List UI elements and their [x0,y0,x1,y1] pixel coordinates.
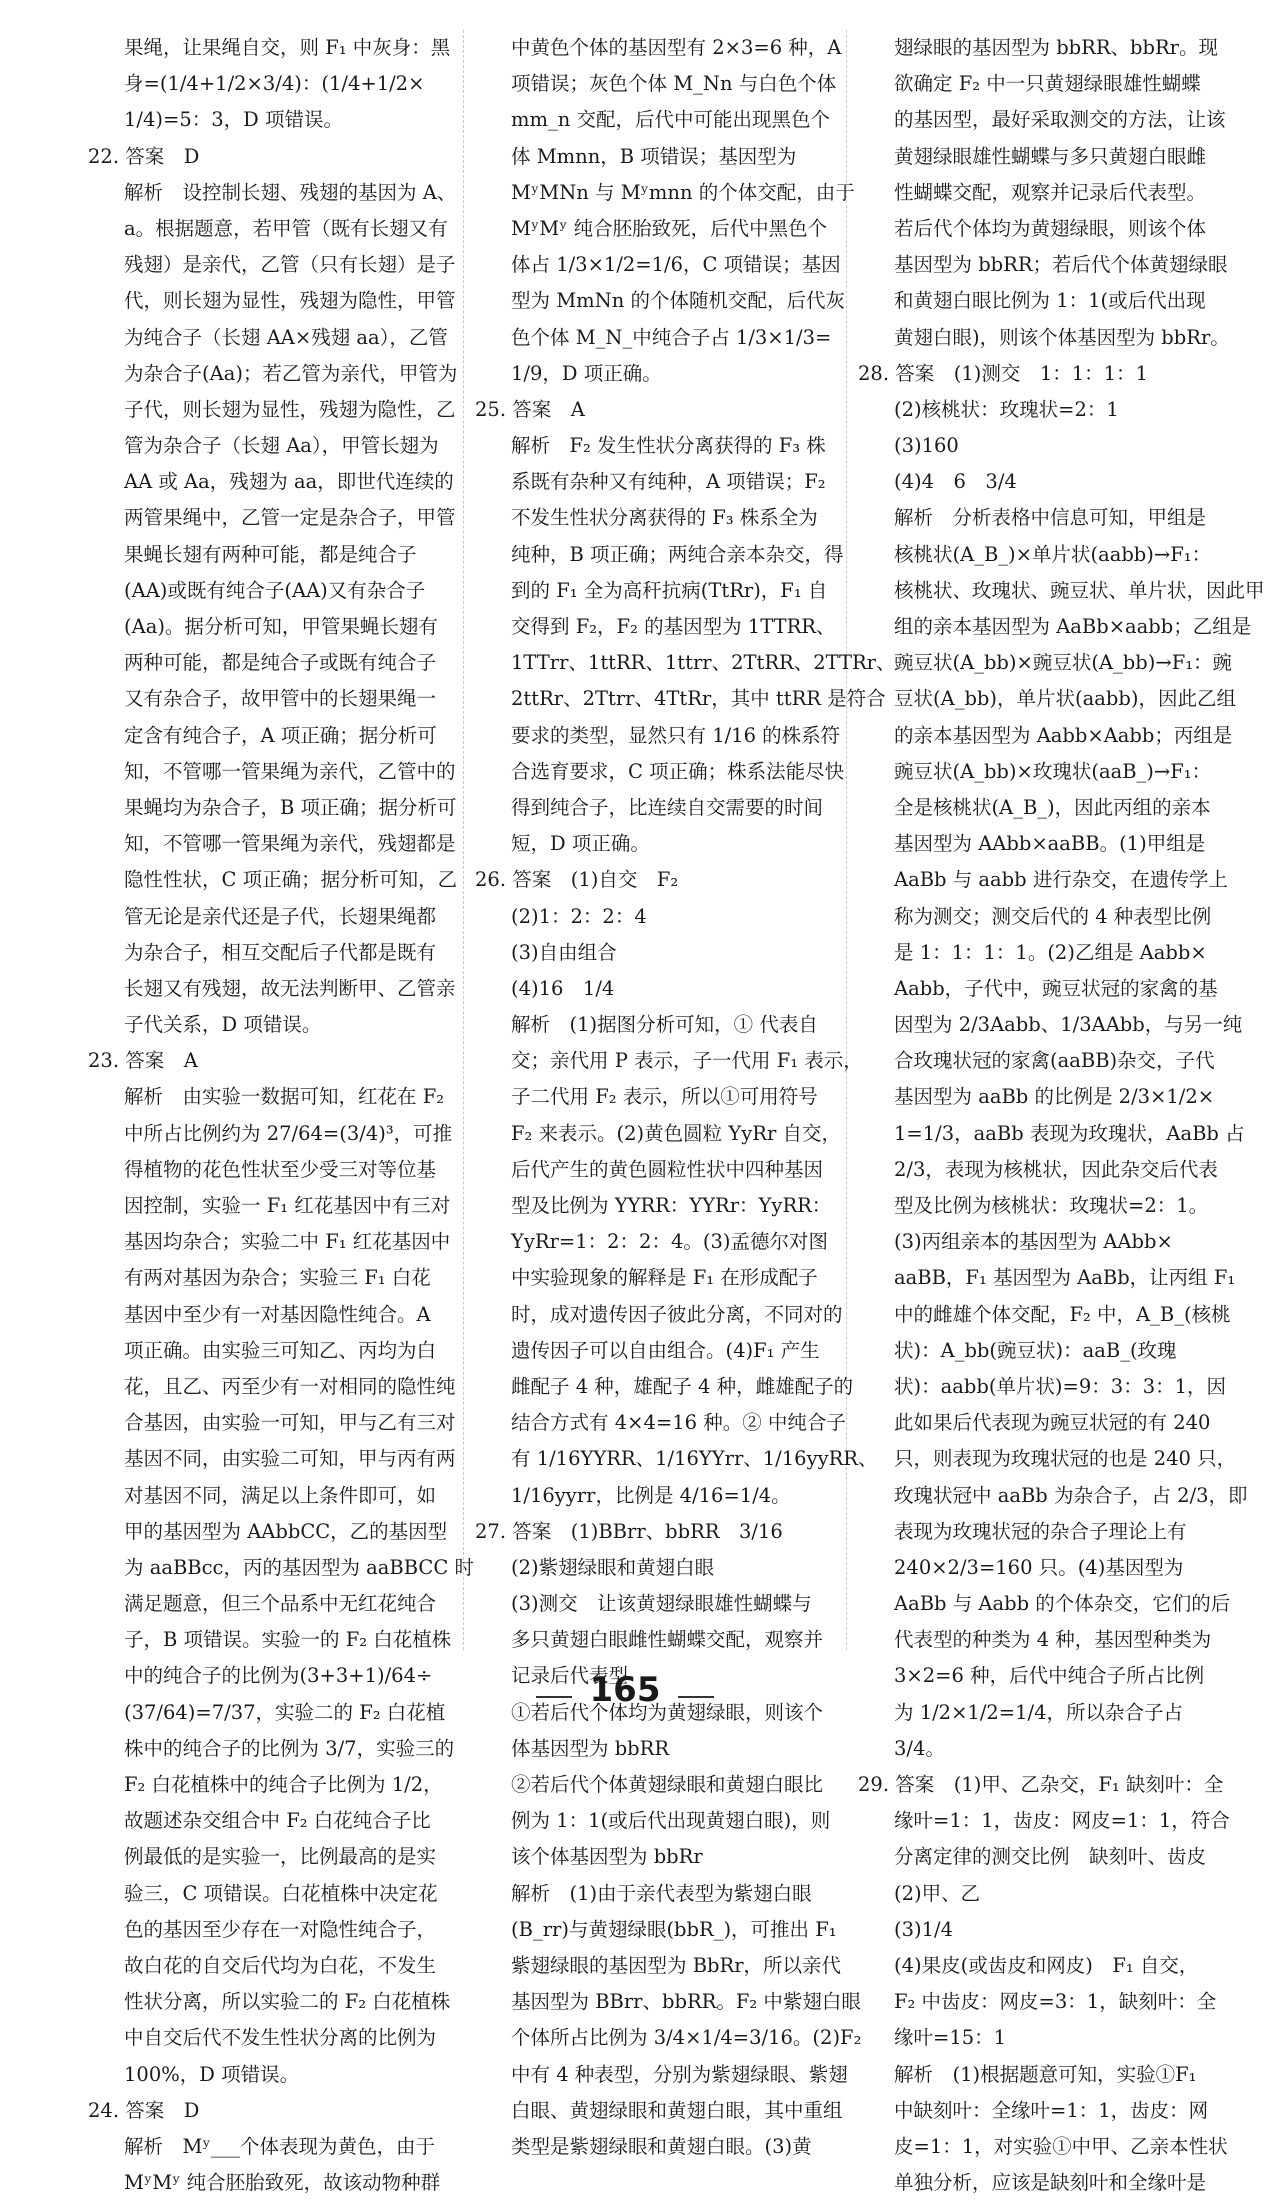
text-line: 合选育要求，C 项正确；株系法能尽快 [511,759,845,783]
text-line: 知，不管哪一管果绳为亲代，残翅都是 [124,832,456,856]
text-line: (3)1/4 [894,1917,954,1941]
text-line: 性状分离，所以实验二的 F₂ 白花植株 [124,1990,451,2014]
text-line: 例为 1：1(或后代出现黄翅白眼)，则 [511,1809,831,1833]
text-line: 子，B 项错误。实验一的 F₂ 白花植株 [124,1628,452,1652]
text-line: 此如果后代表现为豌豆状冠的有 240 [894,1411,1211,1435]
text-line: 交；亲代用 P 表示，子一代用 F₁ 表示， [511,1049,863,1073]
text-line: (2)1：2：2：4 [511,904,647,928]
text-line: 遗传因子可以自由组合。(4)F₁ 产生 [511,1338,820,1362]
text-line: 纯种，B 项正确；两纯合亲本杂交，得 [511,542,844,566]
footer-dash-right [678,1696,714,1698]
text-line: 单独分析，应该是缺刻叶和全缘叶是 [894,2171,1207,2195]
text-line: mm_n 交配，后代中可能出现黑色个 [511,108,830,132]
text-line: 若后代个体均为黄翅绿眼，则该个体 [894,216,1207,240]
text-line: 中自交后代不发生性状分离的比例为 [124,2026,437,2050]
text-line: 甲的基因型为 AAbbCC，乙的基因型 [124,1519,448,1543]
text-line: 29. 答案 (1)甲、乙杂交，F₁ 缺刻叶：全 [858,1773,1224,1796]
text-line: MʸMʸ 纯合胚胎致死，后代中黑色个 [511,216,828,240]
text-line: 全是核桃状(A_B_)，因此丙组的亲本 [894,795,1211,819]
text-line: 例最低的是实验一，比例最高的是实 [124,1845,437,1869]
text-line: 到的 F₁ 全为高秆抗病(TtRr)，F₁ 自 [511,578,828,602]
text-line: 1/4)=5：3，D 项错误。 [124,108,343,132]
text-line: 结合方式有 4×4=16 种。② 中纯合子 [511,1411,846,1435]
text-line: 核桃状、玫瑰状、豌豆状、单片状，因此甲 [894,578,1265,602]
text-line: 身=(1/4+1/2×3/4)：(1/4+1/2× [124,72,425,96]
text-line: 雌配子 4 种，雄配子 4 种，雌雄配子的 [511,1374,854,1398]
text-line: 1/16yyrr，比例是 4/16=1/4。 [511,1483,791,1507]
text-line: 3×2=6 种，后代中纯合子所占比例 [894,1664,1205,1688]
text-line: 翅绿眼的基因型为 bbRR、bbRr。现 [894,36,1218,59]
text-line: 基因均杂合；实验二中 F₁ 红花基因中 [124,1230,451,1254]
text-line: 240×2/3=160 只。(4)基因型为 [894,1555,1184,1579]
text-line: AA 或 Aa，残翅为 aa，即世代连续的 [124,470,454,494]
text-line: 代表型的种类为 4 种，基因型种类为 [894,1628,1212,1652]
text-line: 型及比例为 YYRR：YYRr：YyRR： [511,1194,832,1217]
text-line: 和黄翅白眼比例为 1：1(或后代出现 [894,289,1206,313]
text-line: 要求的类型，显然只有 1/16 的株系符 [511,723,841,747]
text-line: (3)测交 让该黄翅绿眼雄性蝴蝶与 [511,1592,812,1616]
text-line: a。根据题意，若甲管（既有长翅又有 [124,216,448,240]
text-line: 分离定律的测交比例 缺刻叶、齿皮 [894,1845,1207,1869]
text-line: Aabb，子代中，豌豆状冠的家禽的基 [894,976,1218,1000]
text-line: 果绳，让果绳自交，则 F₁ 中灰身：黑 [124,36,451,59]
text-line: 豌豆状(A_bb)×豌豆状(A_bb)→F₁：豌 [894,651,1233,675]
text-line: 基因不同，由实验二可知，甲与丙有两 [124,1447,456,1471]
text-line: 黄翅白眼)，则该个体基因型为 bbRr。 [894,325,1230,349]
text-line: 多只黄翅白眼雌性蝴蝶交配，观察并 [511,1628,824,1652]
text-line: 果蝇均为杂合子，B 项正确；据分析可 [124,795,457,819]
text-line: 解析 (1)据图分析可知，① 代表自 [511,1013,818,1037]
text-line: 2ttRr、2Ttrr、4TtRr，其中 ttRR 是符合 [511,687,886,711]
text-line: 管无论是亲代还是子代，长翅果绳都 [124,904,437,928]
text-line: 的亲本基因型为 Aabb×Aabb；丙组是 [894,723,1233,747]
text-line: 合基因，由实验一可知，甲与乙有三对 [124,1411,456,1435]
text-line: 解析 分析表格中信息可知，甲组是 [894,506,1207,530]
text-line: 知，不管哪一管果绳为亲代，乙管中的 [124,759,456,783]
text-line: 白眼、黄翅绿眼和黄翅白眼，其中重组 [511,2098,843,2122]
text-line: 型为 MmNn 的个体随机交配，后代灰 [511,289,845,313]
text-line: 子代关系，D 项错误。 [124,1013,322,1037]
text-line: 25. 答案 A [475,397,585,421]
text-line: 株中的纯合子的比例为 3/7，实验三的 [124,1736,455,1760]
text-line: 有 1/16YYRR、1/16YYrr、1/16yyRR、 [511,1447,878,1471]
text-line: 短，D 项正确。 [511,832,650,856]
text-line: MʸMʸ 纯合胚胎致死，故该动物种群 [124,2171,441,2195]
text-line: 记录后代表型 [511,1664,629,1688]
text-line: ①若后代个体均为黄翅绿眼，则该个 [511,1700,824,1724]
footer-dash-left [536,1696,572,1698]
text-line: 缘叶=1：1，齿皮：网皮=1：1，符合 [894,1809,1230,1833]
text-line: 色的基因至少存在一对隐性纯合子， [124,1917,437,1941]
text-line: 花，且乙、丙至少有一对相同的隐性纯 [124,1374,456,1398]
text-line: 两种可能，都是纯合子或既有纯合子 [124,651,437,675]
text-line: 1TTrr、1ttRR、1ttrr、2TtRR、2TTRr、 [511,651,896,675]
text-line: (3)丙组亲本的基因型为 AAbb× [894,1230,1173,1254]
text-line: 解析 F₂ 发生性状分离获得的 F₃ 株 [511,434,826,458]
text-line: 解析 由实验一数据可知，红花在 F₂ [124,1085,445,1109]
text-line: 子二代用 F₂ 表示，所以①可用符号 [511,1085,818,1109]
text-line: 项正确。由实验三可知乙、丙均为白 [124,1338,437,1362]
text-line: F₂ 中齿皮：网皮=3：1，缺刻叶：全 [894,1990,1217,2014]
text-line: 解析 设控制长翅、残翅的基因为 A、 [124,180,457,204]
text-line: 状)：A_bb(豌豆状)：aaB_(玫瑰 [894,1338,1177,1362]
text-line: AaBb 与 aabb 进行杂交，在遗传学上 [894,868,1228,892]
text-line: MʸMNn 与 Mʸmnn 的个体交配，由于 [511,180,855,204]
text-line: ②若后代个体黄翅绿眼和黄翅白眼比 [511,1773,824,1796]
text-line: 黄翅绿眼雄性蝴蝶与多只黄翅白眼雌 [894,144,1207,168]
text-line: 2/3，表现为核桃状，因此杂交后代表 [894,1157,1218,1181]
text-line: 26. 答案 (1)自交 F₂ [475,868,679,892]
text-line: 27. 答案 (1)BBrr、bbRR 3/16 [475,1519,783,1543]
text-line: 23. 答案 A [88,1049,198,1073]
text-line: 体占 1/3×1/2=1/6，C 项错误；基因 [511,253,841,277]
text-line: 不发生性状分离获得的 F₃ 株系全为 [511,506,818,530]
text-line: 的基因型，最好采取测交的方法，让该 [894,108,1226,132]
text-line: 果蝇长翅有两种可能，都是纯合子 [124,542,417,566]
answer-column-3 [858,30,1265,2201]
text-line: 中的雌雄个体交配，F₂ 中，A_B_(核桃 [894,1302,1231,1326]
text-line: 解析 Mʸ___个体表现为黄色，由于 [124,2134,435,2158]
text-line: YyRr=1：2：2：4。(3)孟德尔对图 [511,1230,828,1254]
text-line: 子代，则长翅为显性，残翅为隐性，乙 [124,397,456,421]
text-line: 故题述杂交组合中 F₂ 白花纯合子比 [124,1809,431,1833]
text-line: 残翅）是亲代，乙管（只有长翅）是子 [124,253,456,277]
text-line: 1/9，D 项正确。 [511,361,662,385]
text-line: 中黄色个体的基因型有 2×3=6 种，A [511,36,842,59]
text-line: 22. 答案 D [88,144,200,168]
text-line: 代，则长翅为显性，残翅为隐性，甲管 [124,289,456,313]
text-line: 100%，D 项错误。 [124,2062,300,2086]
text-line: 为 1/2×1/2=1/4，所以杂合子占 [894,1700,1184,1724]
text-line: (AA)或既有纯合子(AA)又有杂合子 [124,578,426,602]
text-line: 中缺刻叶：全缘叶=1：1，齿皮：网 [894,2098,1209,2122]
text-line: 又有杂合子，故甲管中的长翅果绳一 [124,687,437,711]
text-line: 系既有杂种又有纯种，A 项错误；F₂ [511,470,826,494]
text-line: 得到纯合子，比连续自交需要的时间 [511,795,824,819]
text-line: 基因中至少有一对基因隐性纯合。A [124,1302,431,1326]
text-line: 型及比例为核桃状：玫瑰状=2：1。 [894,1194,1209,1217]
text-line: 基因型为 bbRR；若后代个体黄翅绿眼 [894,253,1228,277]
text-line: 为杂合子，相互交配后子代都是既有 [124,940,437,964]
text-line: 隐性性状，C 项正确；据分析可知，乙 [124,868,458,892]
text-line: 色个体 M_N_中纯合子占 1/3×1/3= [511,325,832,349]
text-line: 核桃状(A_B_)×单片状(aabb)→F₁： [894,542,1212,566]
text-line: 对基因不同，满足以上条件即可，如 [124,1483,437,1507]
text-line: 1=1/3，aaBb 表现为玫瑰状，AaBb 占 [894,1121,1245,1145]
text-line: 紫翅绿眼的基因型为 BbRr，所以亲代 [511,1953,842,1977]
text-line: 体基因型为 bbRR [511,1736,670,1760]
text-line: 豆状(A_bb)，单片状(aabb)，因此乙组 [894,687,1236,711]
text-line: 是 1：1：1：1。(2)乙组是 Aabb× [894,940,1207,964]
answer-column-1 [88,30,474,2201]
text-line: (3)160 [894,434,959,458]
text-line: 24. 答案 D [88,2098,200,2122]
text-line: 称为测交；测交后代的 4 种表型比例 [894,904,1212,928]
text-line: 得植物的花色性状至少受三对等位基 [124,1157,437,1181]
text-line: 满足题意，但三个品系中无红花纯合 [124,1592,437,1616]
text-line: (2)紫翅绿眼和黄翅白眼 [511,1555,715,1579]
text-line: 组的亲本基因型为 AaBb×aabb；乙组是 [894,615,1252,638]
text-line: 类型是紫翅绿眼和黄翅白眼。(3)黄 [511,2134,812,2158]
text-line: (4)16 1/4 [511,976,615,1000]
text-line: 长翅又有残翅，故无法判断甲、乙管亲 [124,976,456,1000]
text-line: 表现为玫瑰状冠的杂合子理论上有 [894,1519,1187,1543]
text-line: 性蝴蝶交配，观察并记录后代表型。 [894,180,1207,204]
text-line: 管为杂合子（长翅 Aa），甲管长翅为 [124,434,439,458]
text-line: 体 Mmnn，B 项错误；基因型为 [511,144,797,168]
page-number: 165 [589,1670,661,1710]
page-footer [0,1670,1250,1710]
text-line: 两管果绳中，乙管一定是杂合子，甲管 [124,506,456,530]
text-line: F₂ 白花植株中的纯合子比例为 1/2， [124,1773,443,1796]
text-line: 因型为 2/3Aabb、1/3AAbb，与另一纯 [894,1013,1243,1037]
text-line: aaBB，F₁ 基因型为 AaBb，让丙组 F₁ [894,1266,1236,1290]
text-line: 豌豆状(A_bb)×玫瑰状(aaB_)→F₁： [894,759,1212,783]
text-line: 中的纯合子的比例为(3+3+1)/64÷ [124,1664,433,1688]
text-line: 皮=1：1，对实验①中甲、乙亲本性状 [894,2134,1228,2158]
text-line: 解析 (1)由于亲代表型为紫翅白眼 [511,1881,812,1905]
text-line: 解析 (1)根据题意可知，实验①F₁ [894,2062,1197,2086]
text-line: AaBb 与 Aabb 的个体杂交，它们的后 [894,1592,1231,1616]
text-line: 项错误；灰色个体 M_Nn 与白色个体 [511,72,837,96]
text-line: 该个体基因型为 bbRr [511,1845,703,1869]
text-line: (4)果皮(或齿皮和网皮) F₁ 自交， [894,1953,1199,1977]
text-line: F₂ 来表示。(2)黄色圆粒 YyRr 自交， [511,1121,841,1145]
text-line: 为纯合子（长翅 AA×残翅 aa），乙管 [124,325,448,349]
text-line: 合玫瑰状冠的家禽(aaBB)杂交，子代 [894,1049,1215,1073]
text-line: 因控制，实验一 F₁ 红花基因中有三对 [124,1194,451,1217]
text-line: 3/4。 [894,1736,945,1760]
text-line: 玫瑰状冠中 aaBb 为杂合子，占 2/3，即 [894,1483,1248,1507]
text-line: 时，成对遗传因子彼此分离，不同对的 [511,1302,843,1326]
text-line: 有两对基因为杂合；实验三 F₁ 白花 [124,1266,431,1290]
text-line: (3)自由组合 [511,940,617,964]
text-line: 中有 4 种表型，分别为紫翅绿眼、紫翅 [511,2062,848,2086]
text-line: 验三，C 项错误。白花植株中决定花 [124,1881,438,1905]
text-line: 基因型为 aaBb 的比例是 2/3×1/2× [894,1085,1215,1109]
text-line: (4)4 6 3/4 [894,470,1017,494]
text-line: 缘叶=15：1 [894,2026,1007,2050]
text-line: 中所占比例约为 27/64=(3/4)³，可推 [124,1121,453,1145]
text-line: 基因型为 BBrr、bbRR。F₂ 中紫翅白眼 [511,1990,861,2014]
text-line: 为杂合子(Aa)；若乙管为亲代，甲管为 [124,361,458,385]
text-line: (2)甲、乙 [894,1881,981,1905]
text-line: 基因型为 AAbb×aaBB。(1)甲组是 [894,832,1206,856]
text-line: 故白花的自交后代均为白花，不发生 [124,1953,437,1977]
text-line: 后代产生的黄色圆粒性状中四种基因 [511,1157,824,1181]
column-divider-2 [846,30,847,1650]
text-line: 只，则表现为玫瑰状冠的也是 240 只， [894,1447,1237,1471]
text-line: 状)：aabb(单片状)=9：3：3：1，因 [894,1374,1227,1398]
text-line: (2)核桃状：玫瑰状=2：1 [894,397,1119,421]
text-line: 个体所占比例为 3/4×1/4=3/16。(2)F₂ [511,2026,862,2050]
text-line: 交得到 F₂，F₂ 的基因型为 1TTRR、 [511,615,836,638]
answer-column-2 [475,30,896,2165]
text-line: 欲确定 F₂ 中一只黄翅绿眼雄性蝴蝶 [894,72,1201,96]
column-divider-1 [463,30,464,1650]
text-line: (B_rr)与黄翅绿眼(bbR_)，可推出 F₁ [511,1917,837,1941]
text-line: (Aa)。据分析可知，甲管果蝇长翅有 [124,615,438,638]
text-line: 中实验现象的解释是 F₁ 在形成配子 [511,1266,818,1290]
text-line: (37/64)=7/37，实验二的 F₂ 白花植 [124,1700,446,1724]
text-line: 为 aaBBcc，丙的基因型为 aaBBCC 时 [124,1555,474,1579]
text-line: 定含有纯合子，A 项正确；据分析可 [124,723,437,747]
text-line: 28. 答案 (1)测交 1：1：1：1 [858,361,1148,385]
